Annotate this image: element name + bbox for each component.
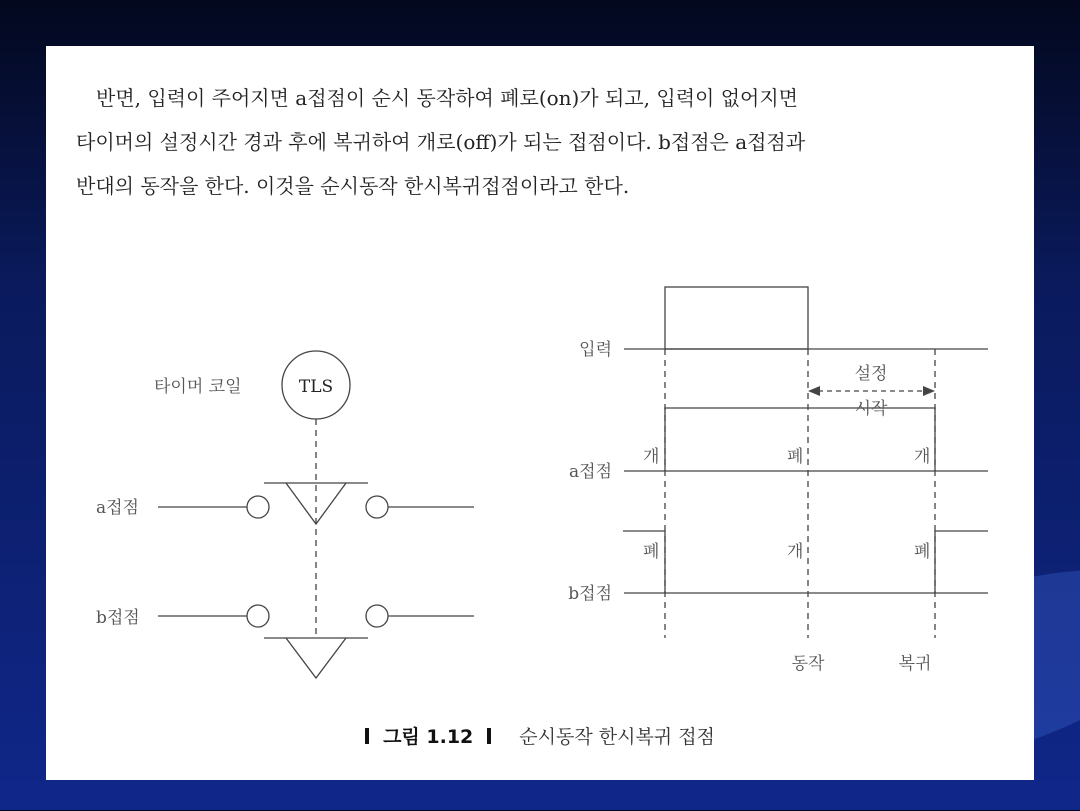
b-contact-pulse-left [623, 531, 665, 593]
reset-label: 복귀 [898, 654, 932, 674]
operate-label: 동작 [791, 654, 825, 674]
coil-name: TLS [298, 377, 334, 397]
figure-title: 순시동작 한시복귀 접점 [519, 726, 715, 748]
circuit-a-contact-label: a접점 [96, 498, 139, 518]
figure-caption [46, 722, 1034, 749]
a-state-closed: 폐 [787, 447, 804, 467]
b-contact-pulse-right [935, 531, 988, 593]
a-state-open-1: 개 [643, 447, 660, 467]
timing-a-contact-label: a접점 [569, 462, 612, 482]
circuit-b-contact-label: b접점 [96, 608, 140, 628]
slide-content [46, 46, 1034, 780]
paragraph-line-1: 반면, 입력이 주어지면 a접점이 순시 동작하여 폐로(on)가 되고, 입력이 없어지면 [96, 86, 798, 110]
timing-b-contact-label: b접점 [568, 584, 612, 604]
paragraph-line-3: 반대의 동작을 한다. 이것을 순시동작 한시복귀접점이라고 한다. [76, 174, 630, 198]
caption-bar-left [365, 728, 369, 744]
set-arrow-right-head [923, 386, 935, 396]
b-state-closed-1: 폐 [643, 542, 660, 562]
paragraph-line-2: 타이머의 설정시간 경과 후에 복귀하여 개로(off)가 되는 접점이다. b접점은 a접점과 [76, 130, 806, 154]
b-contact-left-terminal [247, 605, 269, 627]
a-contact-left-terminal [247, 496, 269, 518]
figure-number: 그림 1.12 [383, 726, 474, 748]
set-arrow-left-head [808, 386, 820, 396]
caption-bar-right [487, 728, 491, 744]
set-label-1: 설정 [854, 364, 888, 384]
set-label-2: 시작 [854, 399, 888, 419]
b-contact-triangle [286, 638, 346, 678]
input-pulse [665, 287, 808, 349]
coil-label: 타이머 코일 [154, 377, 242, 397]
timing-input-label: 입력 [579, 340, 612, 360]
b-state-closed-2: 폐 [914, 542, 931, 562]
b-contact-right-terminal [366, 605, 388, 627]
a-contact-right-terminal [366, 496, 388, 518]
contact-circuit-diagram [46, 46, 1034, 780]
b-state-open: 개 [787, 542, 804, 562]
a-state-open-2: 개 [914, 447, 931, 467]
